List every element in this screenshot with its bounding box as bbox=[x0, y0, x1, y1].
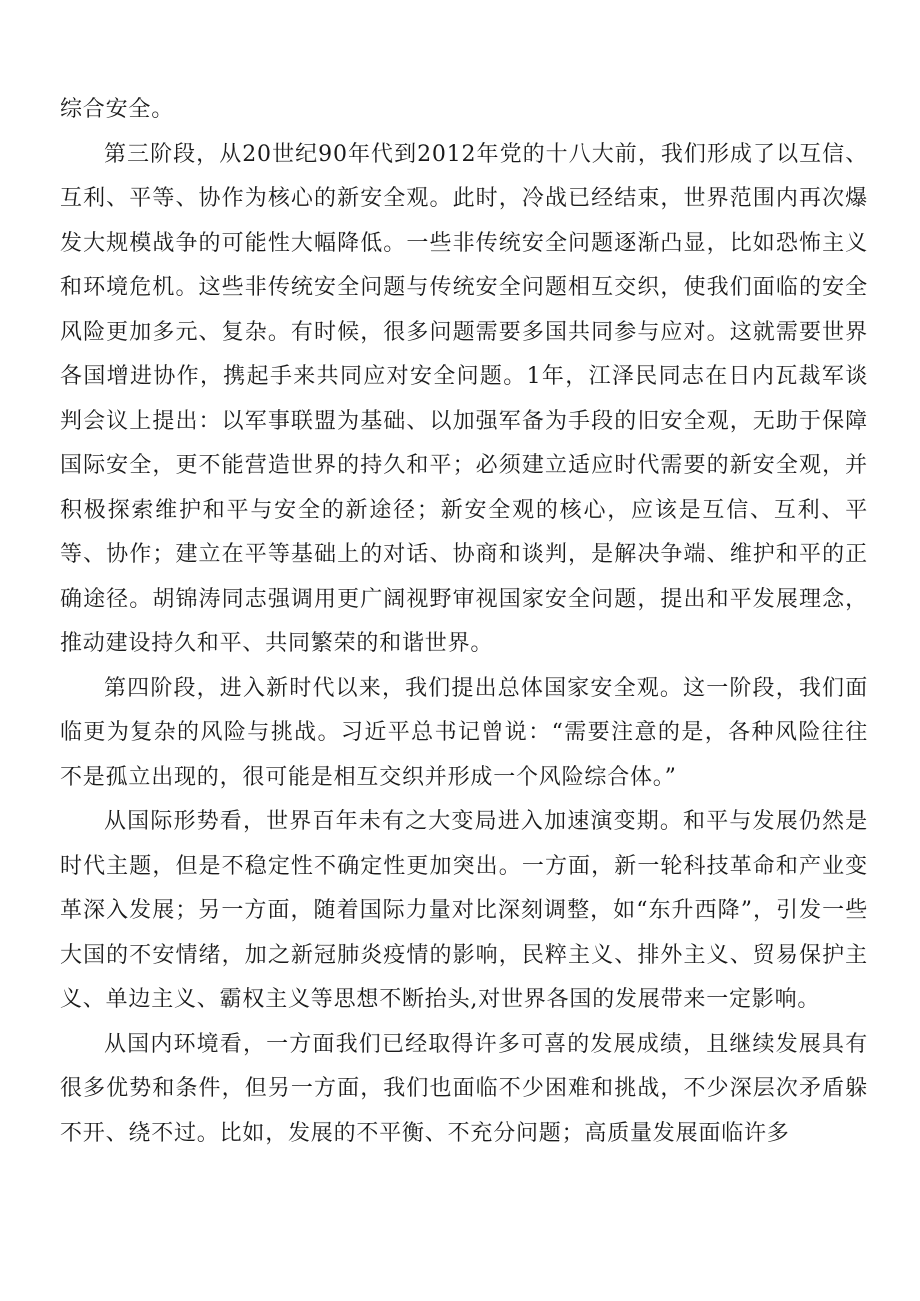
document-body bbox=[60, 88, 868, 1156]
paragraph-stage-four: 第四阶段，进入新时代以来，我们提出总体国家安全观。这一阶段，我们面临更为复杂的风险与挑战。习近平总书记曾说：“需要注意的是，各种风险往往不是孤立出现的，很可能是相互交织并形成一个风险综合体。” bbox=[60, 675, 868, 790]
paragraph-domestic-environment: 从国内环境看，一方面我们已经取得许多可喜的发展成绩，且继续发展具有很多优势和条件，但另一方面，我们也面临不少困难和挑战，不少深层次矛盾躲不开、绕不过。比如，发展的不平衡、不充分问题；高质量发展面临许多 bbox=[60, 1031, 868, 1146]
paragraph-continuation: 综合安全。 bbox=[60, 97, 175, 122]
paragraph-international-situation: 从国际形势看，世界百年未有之大变局进入加速演变期。和平与发展仍然是时代主题，但是不稳定性不确定性更加突出。一方面，新一轮科技革命和产业变革深入发展；另一方面，随着国际力量对比深刻调整，如“东升西降”，引发一些大国的不安情绪，加之新冠肺炎疫情的影响，民粹主义、排外主义、贸易保护主义、单边主义、霸权主义等思想不断抬头,对世界各国的发展带来一定影响。 bbox=[60, 809, 868, 1012]
paragraph-stage-three: 第三阶段，从20世纪90年代到2012年党的十八大前，我们形成了以互信、互利、平等、协作为核心的新安全观。此时，冷战已经结束，世界范围内再次爆发大规模战争的可能性大幅降低。一些非传统安全问题逐渐凸显，比如恐怖主义和环境危机。这些非传统安全问题与传统安全问题相互交织，使我们面临的安全风险更加多元、复杂。有时候，很多问题需要多国共同参与应对。这就需要世界各国增进协作，携起手来共同应对安全问题。1年，江泽民同志在日内瓦裁军谈判会议上提出：以军事联盟为基础、以加强军备为手段的旧安全观，无助于保障国际安全，更不能营造世界的持久和平；必须建立适应时代需要的新安全观，并积极探索维护和平与安全的新途径；新安全观的核心，应该是互信、互利、平等、协作；建立在平等基础上的对话、协商和谈判，是解决争端、维护和平的正确途径。胡锦涛同志强调用更广阔视野审视国家安全问题，提出和平发展理念，推动建设持久和平、共同繁荣的和谐世界。 bbox=[60, 141, 868, 656]
